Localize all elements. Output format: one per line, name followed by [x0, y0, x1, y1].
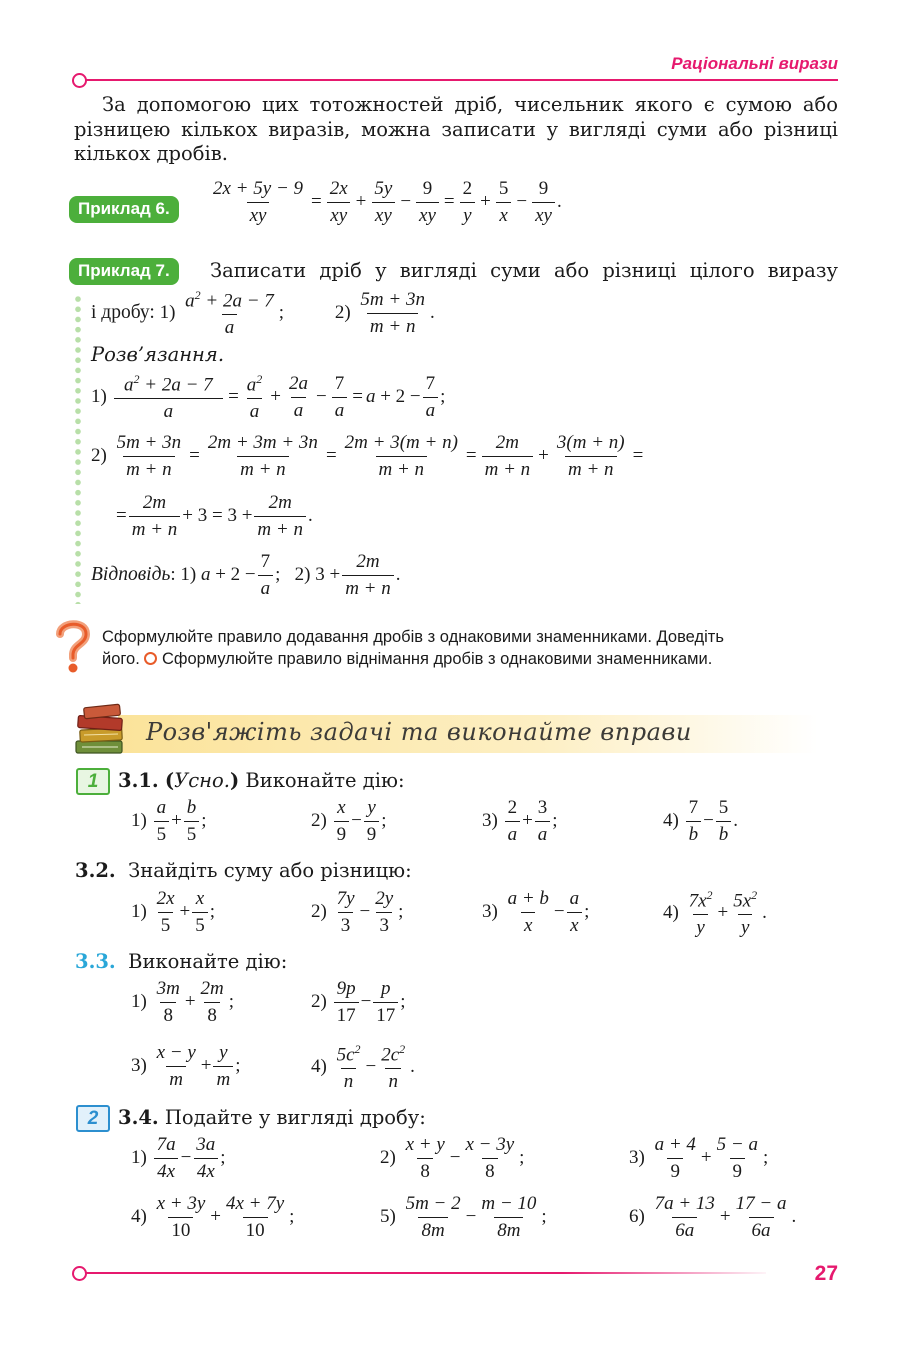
example-sidebar-dots [74, 294, 82, 604]
exercise-3-4-item-6: 6) $\frac{7a + 13}{6a}$ + $\frac{17 - a}{6a}$ . [629, 1193, 797, 1241]
frac-numerator: 9 [422, 178, 433, 199]
exercise-3-1-item-2: 2) $\frac{x}{9}$ − $\frac{y}{9}$ ; [311, 797, 387, 845]
solution-step-2a: 2) $\frac{5m + 3n}{m + n}$ = $\frac{2m + 3m + 3n}{m + n}$ = $\frac{2m + 3(m + n)}{m + n}$ = $\frac{2m}{m + n}$ + $\frac{3(m + n)}{m + n}$ = [91, 432, 644, 480]
frac-numerator: 5y [374, 178, 393, 199]
solution-label: Розв’язання. [91, 343, 225, 366]
banner-title: Розв'яжіть задачі та виконайте вправи [146, 718, 692, 746]
frac-denominator: xy [532, 202, 555, 227]
exercise-3-3-item-1: 1) $\frac{3m}{8}$ + $\frac{2m}{8}$ ; [131, 978, 235, 1026]
frac-denominator: xy [416, 202, 439, 227]
exercise-3-1-item-4: 4) $\frac{7}{b}$ − $\frac{5}{b}$ . [663, 797, 739, 845]
intro-paragraph: За допомогою цих тотожностей дріб, чисельник якого є сумою або різницею кількох виразів, можна записати у вигляді суми або різниці кількох дробів. [74, 93, 838, 165]
example-6-formula: $\frac{2x + 5y - 9}{xy}$ = $\frac{2x}{xy}$ + $\frac{5y}{xy}$ − $\frac{9}{xy}$ = $\frac{2}{y}$ + $\frac{5}{x}$ − $\frac{9}{xy}$ . [208, 178, 562, 227]
exercise-3-1-item-1: 1) $\frac{a}{5}$ + $\frac{b}{5}$ ; [131, 797, 207, 845]
example-7-task-fractions: і дробу: 1) $\frac{a^2 + 2a - 7}{a}$ ; 2) $\frac{5m + 3n}{m + n}$ . [91, 288, 435, 339]
exercise-3-2-item-1: 1) $\frac{2x}{5}$ + $\frac{x}{5}$ ; [131, 888, 216, 936]
page-number: 27 [814, 1262, 838, 1285]
exercise-3-4-item-3: 3) $\frac{a + 4}{9}$ + $\frac{5 - a}{9}$ ; [629, 1134, 769, 1182]
frac-numerator: 9 [538, 178, 549, 199]
exercise-3-4-item-4: 4) $\frac{x + 3y}{10}$ + $\frac{4x + 7y}{10}$ ; [131, 1193, 295, 1241]
exercise-3-2-item-4: 4) $\frac{7x^2}{y}$ + $\frac{5x^2}{y}$ . [663, 888, 767, 939]
difficulty-level-2-badge: 2 [76, 1105, 110, 1132]
frac-denominator: x [496, 202, 510, 227]
footer-ring [72, 1266, 87, 1281]
section-title: Раціональні вирази [671, 54, 838, 73]
frac-numerator: 2x + 5y − 9 [213, 178, 304, 199]
exercise-3-4-heading: 3.4. Подайте у вигляді дробу: [118, 1106, 426, 1129]
header-rule [86, 79, 838, 81]
exercise-3-2-heading: 3.2. Знайдіть суму або різницю: [75, 859, 412, 882]
exercise-3-3-item-4: 4) $\frac{5c^2}{n}$ − $\frac{2c^2}{n}$ . [311, 1042, 415, 1093]
exercise-3-3-item-3: 3) $\frac{x - y}{m}$ + $\frac{y}{m}$ ; [131, 1042, 241, 1090]
solution-step-2b: = $\frac{2m}{m + n}$ + 3 = 3 + $\frac{2m}{m + n}$ . [116, 492, 313, 540]
exercise-3-3-heading: 3.3. Виконайте дію: [75, 950, 288, 973]
frac-numerator: 5 [498, 178, 509, 199]
exercise-3-2-item-2: 2) $\frac{7y}{3}$ − $\frac{2y}{3}$ ; [311, 888, 404, 936]
circle-bullet-icon [144, 652, 157, 665]
question-text: Сформулюйте правило додавання дробів з однаковими знаменниками. Доведіть його. Сформулюйте правило віднімання дробів з однаковими знаменниками. [102, 628, 724, 668]
exercise-3-2-item-3: 3) $\frac{a + b}{x}$ − $\frac{a}{x}$ ; [482, 888, 590, 936]
frac-denominator: y [460, 202, 474, 227]
books-icon [72, 703, 128, 757]
exercise-3-1-item-3: 3) $\frac{2}{a}$ + $\frac{3}{a}$ ; [482, 797, 558, 845]
example-7-label: Приклад 7. [69, 258, 179, 285]
header-ring [72, 73, 87, 88]
frac-numerator: 2 [462, 178, 473, 199]
example-7-task: Записати дріб у вигляді суми або різниці цілого виразу [210, 259, 838, 282]
exercise-3-4-item-5: 5) $\frac{5m - 2}{8m}$ − $\frac{m - 10}{8m}$ ; [380, 1193, 547, 1241]
exercise-3-4-item-2: 2) $\frac{x + y}{8}$ − $\frac{x - 3y}{8}$ ; [380, 1134, 525, 1182]
answer-line: Відповідь: 1) a + 2 − $\frac{7}{a}$ ; 2) 3 + $\frac{2m}{m + n}$ . [91, 551, 401, 599]
exercise-3-3-item-2: 2) $\frac{9p}{17}$ − $\frac{p}{17}$ ; [311, 978, 406, 1026]
example-6-label: Приклад 6. [69, 196, 179, 223]
footer-rule [86, 1272, 766, 1274]
exercise-3-1-heading: 3.1. (Усно.) Виконайте дію: [118, 769, 405, 792]
solution-step-1: 1) $\frac{a^2 + 2a - 7}{a}$ = $\frac{a^2}{a}$ + $\frac{2a}{a}$ − $\frac{7}{a}$ = a + 2 − $\frac{7}{a}$ ; [91, 372, 446, 423]
frac-denominator: xy [327, 202, 350, 227]
question-mark-icon [52, 618, 92, 674]
frac-numerator: 2x [329, 178, 348, 199]
frac-denominator: xy [247, 202, 270, 227]
frac-denominator: xy [372, 202, 395, 227]
exercise-3-4-item-1: 1) $\frac{7a}{4x}$ − $\frac{3a}{4x}$ ; [131, 1134, 226, 1182]
example-7-task-cont: і дробу: [91, 302, 155, 324]
difficulty-level-1-badge: 1 [76, 768, 110, 795]
